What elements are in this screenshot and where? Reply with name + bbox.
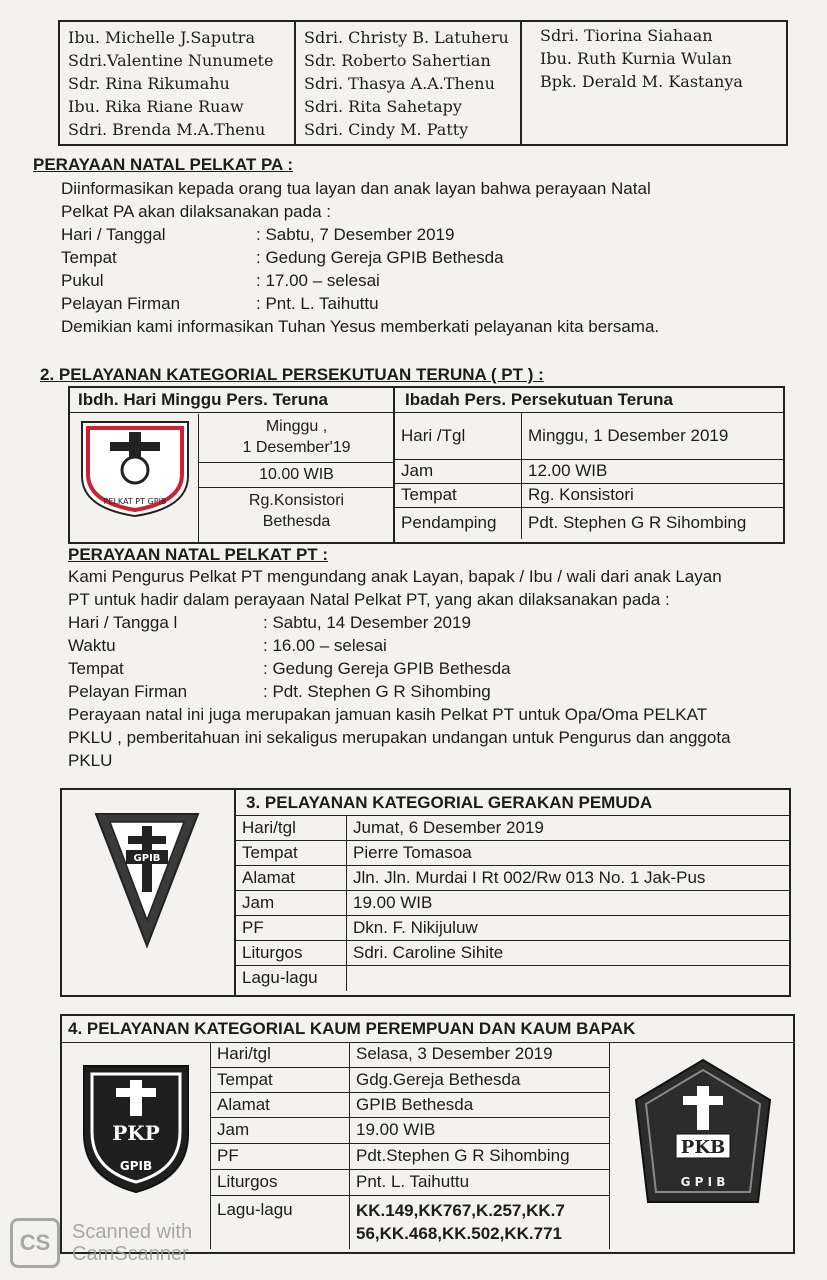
gp-row: Lagu-lagu [236,965,791,991]
pa-natal-closing: Demikian kami informasikan Tuhan Yesus memberkati pelayanan kita bersama. [61,317,660,336]
kp-lagu-line: 56,KK.468,KK.502,KK.771 [356,1224,563,1244]
pt-natal-row: Pelayan Firman : Pdt. Stephen G R Sihombing [68,682,491,701]
gp-logo [92,810,202,950]
pa-natal-section [33,155,813,338]
pt-left-day: Minggu , [265,418,328,435]
pkb-logo [632,1056,774,1206]
gp-title: 3. PELAYANAN KATEGORIAL GERAKAN PEMUDA [236,790,791,816]
kp-row: Jam 19.00 WIB [211,1117,610,1143]
svg-text:PELKAT PT GPIB: PELKAT PT GPIB [103,497,167,506]
name-item: Sdr. Rina Rikumahu [68,74,230,93]
name-item: Ibu. Ruth Kurnia Wulan [540,49,732,68]
name-item: Sdri. Christy B. Latuheru [304,28,509,47]
kp-title: 4. PELAYANAN KATEGORIAL KAUM PEREMPUAN DAN KAUM BAPAK [62,1016,793,1043]
name-item: Sdr. Roberto Sahertian [304,51,491,70]
name-item: Sdri. Rita Sahetapy [304,97,462,116]
name-item: Sdri. Thasya A.A.Thenu [304,74,495,93]
gp-row: Tempat Pierre Tomasoa [236,840,791,865]
pt-left-header: Ibdh. Hari Minggu Pers. Teruna [70,388,393,413]
kp-row: Alamat GPIB Bethesda [211,1092,610,1117]
pt-natal-closing: Perayaan natal ini juga merupakan jamuan kasih Pelkat PT untuk Opa/Oma PELKAT [68,705,708,724]
name-item: Sdri.Valentine Nunumete [68,51,274,70]
names-col-3 [522,22,786,144]
svg-text:GPIB: GPIB [133,853,161,864]
pt-natal-closing: PKLU , pemberitahuan ini sekaligus merupakan undangan untuk Pengurus dan anggota [68,728,731,747]
svg-text:G P I B: G P I B [680,1175,726,1189]
camscanner-logo-icon: CS [10,1218,60,1268]
name-item: Ibu. Rika Riane Ruaw [68,97,244,116]
name-item: Sdri. Tiorina Siahaan [540,26,713,45]
pkp-shield-icon [80,1062,192,1196]
pt-natal-intro: PT untuk hadir dalam perayaan Natal Pelkat PT, yang akan dilaksanakan pada : [68,590,670,609]
pelkat-pt-shield-icon [76,418,194,518]
kp-row: Hari/tgl Selasa, 3 Desember 2019 [211,1042,610,1067]
kp-lagu-line: KK.149,KK767,K.257,KK.7 [356,1201,565,1221]
pt-natal-title: PERAYAAN NATAL PELKAT PT : [68,545,329,564]
pkp-logo [80,1062,192,1196]
gp-table [60,788,791,997]
gp-row: Hari/tgl Jumat, 6 Desember 2019 [236,816,791,840]
pt-title: 2. PELAYANAN KATEGORIAL PERSEKUTUAN TERUNA ( PT ) : [40,365,544,384]
names-col-2 [296,22,522,144]
names-table [58,20,788,146]
name-item: Sdri. Cindy M. Patty [304,120,469,139]
svg-text:GPIB: GPIB [119,1159,153,1173]
gp-triangle-icon [92,810,202,950]
svg-text:PKB: PKB [680,1137,726,1158]
pa-natal-row: Hari / Tanggal : Sabtu, 7 Desember 2019 [61,225,455,244]
pt-natal-closing: PKLU [68,751,113,770]
name-item: Sdri. Brenda M.A.Thenu [68,120,266,139]
pt-table [68,386,785,544]
watermark-line: Scanned with [72,1221,193,1243]
pt-right-row: Jam 12.00 WIB [395,459,783,483]
pa-natal-intro: Pelkat PA akan dilaksanakan pada : [61,202,331,221]
pa-natal-intro: Diinformasikan kepada orang tua layan dan anak layan bahwa perayaan Natal [61,179,651,198]
pt-natal-row: Waktu : 16.00 – selesai [68,636,387,655]
pt-right-row: Tempat Rg. Konsistori [395,483,783,507]
names-col-1 [60,22,296,144]
pt-natal-intro: Kami Pengurus Pelkat PT mengundang anak Layan, bapak / Ibu / wali dari anak Layan [68,567,722,586]
pa-natal-title: PERAYAAN NATAL PELKAT PA : [33,155,294,174]
pt-logo [76,418,194,518]
gp-row: Alamat Jln. Jln. Murdai I Rt 002/Rw 013 No. 1 Jak-Pus [236,865,791,890]
kp-row: Tempat Gdg.Gereja Bethesda [211,1067,610,1092]
pt-natal-section [68,545,808,772]
pkb-pentagon-icon [632,1056,774,1206]
gp-row: Jam 19.00 WIB [236,890,791,915]
watermark-line: CamScanner [72,1243,189,1265]
gp-row: PF Dkn. F. Nikijuluw [236,915,791,940]
gp-row: Liturgos Sdri. Caroline Sihite [236,940,791,965]
pt-right-row: Hari /Tgl Minggu, 1 Desember 2019 [395,413,783,459]
svg-text:PKP: PKP [112,1121,160,1145]
pt-right-row: Pendamping Pdt. Stephen G R Sihombing [395,507,783,539]
pt-left-place-2: Bethesda [262,513,331,530]
name-item: Ibu. Michelle J.Saputra [68,28,255,47]
pa-natal-row: Pukul : 17.00 – selesai [61,271,380,290]
pt-left-date: 1 Desember'19 [242,439,351,456]
pt-natal-row: Tempat : Gedung Gereja GPIB Bethesda [68,659,511,678]
camscanner-watermark [10,1218,192,1268]
pa-natal-row: Pelayan Firman : Pnt. L. Taihuttu [61,294,379,313]
kp-row: Lagu-lagu KK.149,KK767,K.257,KK.7 56,KK.468,KK.502,KK.771 [211,1195,610,1249]
pa-natal-row: Tempat : Gedung Gereja GPIB Bethesda [61,248,504,267]
kp-row: Liturgos Pnt. L. Taihuttu [211,1169,610,1195]
pt-natal-row: Hari / Tangga l : Sabtu, 14 Desember 2019 [68,613,471,632]
pt-right-header: Ibadah Pers. Persekutuan Teruna [395,388,783,413]
pt-left-place: Rg.Konsistori [248,492,345,509]
name-item: Bpk. Derald M. Kastanya [540,72,743,91]
kp-row: PF Pdt.Stephen G R Sihombing [211,1143,610,1169]
pt-left-time: 10.00 WIB [199,463,394,488]
